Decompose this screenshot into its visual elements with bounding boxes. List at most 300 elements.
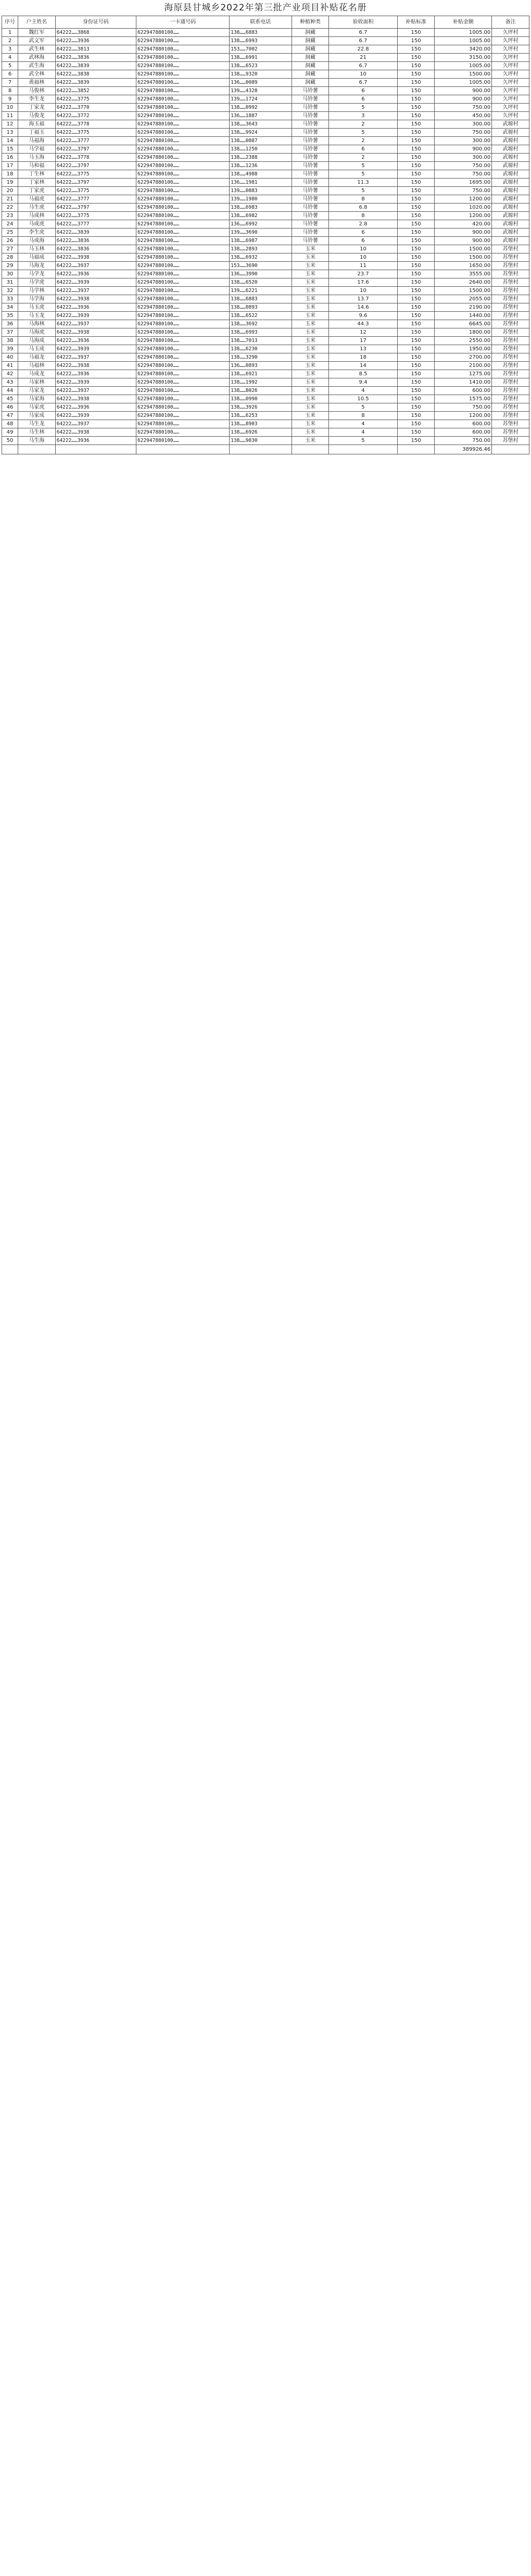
table-cell: 622947880100…… bbox=[136, 70, 230, 79]
table-cell: 622947880100…… bbox=[136, 137, 230, 145]
table-cell: 2550.00 bbox=[435, 337, 492, 345]
table-cell: 900.00 bbox=[435, 229, 492, 237]
table-cell: 138……3290 bbox=[230, 353, 292, 362]
table-cell bbox=[492, 445, 529, 454]
table-cell: 64222……3778 bbox=[55, 154, 136, 162]
table-cell: 洞藏 bbox=[292, 45, 329, 54]
table-cell: 5 bbox=[329, 129, 397, 137]
table-cell: 马成龙 bbox=[18, 370, 56, 378]
table-cell: 14.6 bbox=[329, 303, 397, 312]
table-cell: 李生龙 bbox=[18, 95, 56, 104]
table-cell: 622947880100…… bbox=[136, 187, 230, 195]
table-cell: 150 bbox=[397, 420, 435, 428]
table-cell: 64222……3936 bbox=[55, 437, 136, 445]
table-cell: 马海龙 bbox=[18, 262, 56, 270]
table-row bbox=[2, 312, 529, 320]
table-row bbox=[2, 353, 529, 362]
table-cell: 150 bbox=[397, 378, 435, 387]
table-cell: 6 bbox=[329, 229, 397, 237]
table-cell: 64222……3938 bbox=[55, 253, 136, 262]
table-cell: 武全林 bbox=[18, 70, 56, 79]
table-cell: 武塬村 bbox=[492, 120, 529, 129]
table-cell: 150 bbox=[397, 54, 435, 62]
table-cell: 44 bbox=[2, 387, 18, 395]
table-cell: 8 bbox=[2, 87, 18, 95]
table-cell: 武塬村 bbox=[492, 179, 529, 187]
table-cell: 150 bbox=[397, 145, 435, 154]
table-cell: 64222……3936 bbox=[55, 37, 136, 45]
table-cell: 150 bbox=[397, 262, 435, 270]
table-cell: 2100.00 bbox=[435, 362, 492, 370]
table-cell: 苏堡村 bbox=[492, 362, 529, 370]
table-cell: 150 bbox=[397, 337, 435, 345]
table-cell: 10.5 bbox=[329, 395, 397, 403]
table-cell: 622947880100…… bbox=[136, 312, 230, 320]
table-cell: 150 bbox=[397, 312, 435, 320]
table-cell: 622947880100…… bbox=[136, 362, 230, 370]
column-header: 联系电话 bbox=[230, 16, 292, 29]
table-cell: 17 bbox=[2, 162, 18, 170]
table-cell: 8.5 bbox=[329, 370, 397, 378]
table-cell: 玉米 bbox=[292, 403, 329, 412]
table-cell: 64222……3775 bbox=[55, 212, 136, 220]
table-cell: 136……0893 bbox=[230, 362, 292, 370]
table-cell: 玉米 bbox=[292, 320, 329, 328]
table-cell: 622947880100…… bbox=[136, 54, 230, 62]
table-cell: 武塬村 bbox=[492, 195, 529, 204]
table-cell: 2 bbox=[2, 37, 18, 45]
table-cell: 武塬村 bbox=[492, 229, 529, 237]
table-cell: 64222……3852 bbox=[55, 87, 136, 95]
table-cell: 马成林 bbox=[18, 212, 56, 220]
table-cell: 2640.00 bbox=[435, 278, 492, 287]
table-cell: 136……1981 bbox=[230, 179, 292, 187]
table-cell: 622947880100…… bbox=[136, 162, 230, 170]
table-cell: 6 bbox=[329, 145, 397, 154]
table-cell: 600.00 bbox=[435, 420, 492, 428]
table-cell: 64222……3839 bbox=[55, 79, 136, 87]
table-cell: 150 bbox=[397, 179, 435, 187]
table-cell: 马铃薯 bbox=[292, 154, 329, 162]
table-cell: 2 bbox=[329, 154, 397, 162]
table-cell: 1410.00 bbox=[435, 378, 492, 387]
total-row bbox=[2, 445, 529, 454]
table-cell: 64222……3838 bbox=[55, 70, 136, 79]
table-cell: 138……6520 bbox=[230, 278, 292, 287]
table-cell: 64222……3868 bbox=[55, 29, 136, 37]
column-header: 补贴标准 bbox=[397, 16, 435, 29]
table-cell: 150 bbox=[397, 237, 435, 245]
table-cell: 64222……3797 bbox=[55, 179, 136, 187]
table-row bbox=[2, 162, 529, 170]
table-cell: 马家海 bbox=[18, 395, 56, 403]
table-cell: 622947880100…… bbox=[136, 120, 230, 129]
table-cell: 34 bbox=[2, 303, 18, 312]
table-cell: 10 bbox=[329, 245, 397, 253]
table-cell: 300.00 bbox=[435, 137, 492, 145]
table-row bbox=[2, 270, 529, 278]
table-cell: 138……7013 bbox=[230, 337, 292, 345]
table-cell: 622947880100…… bbox=[136, 195, 230, 204]
table-cell: 久坪村 bbox=[492, 62, 529, 70]
table-cell: 马福成 bbox=[18, 253, 56, 262]
table-cell: 9.6 bbox=[329, 312, 397, 320]
table-cell: 1005.00 bbox=[435, 29, 492, 37]
table-cell: 64222……3936 bbox=[55, 337, 136, 345]
table-cell bbox=[397, 445, 435, 454]
table-cell: 44.3 bbox=[329, 320, 397, 328]
header-row bbox=[2, 16, 529, 29]
table-cell: 150 bbox=[397, 353, 435, 362]
table-cell: 136……6992 bbox=[230, 220, 292, 229]
table-cell: 64222……3938 bbox=[55, 328, 136, 337]
table-row bbox=[2, 403, 529, 412]
table-cell: 1500.00 bbox=[435, 70, 492, 79]
table-cell: 5 bbox=[329, 403, 397, 412]
table-cell: 武塬村 bbox=[492, 154, 529, 162]
table-cell: 139……1980 bbox=[230, 195, 292, 204]
table-cell: 1200.00 bbox=[435, 212, 492, 220]
subsidy-table bbox=[2, 16, 529, 454]
table-cell: 马俊龙 bbox=[18, 112, 56, 120]
table-row bbox=[2, 129, 529, 137]
table-cell: 马生龙 bbox=[18, 420, 56, 428]
table-cell: 150 bbox=[397, 229, 435, 237]
table-cell: 3555.00 bbox=[435, 270, 492, 278]
table-row bbox=[2, 95, 529, 104]
table-cell: 31 bbox=[2, 278, 18, 287]
table-cell: 6 bbox=[329, 87, 397, 95]
table-cell: 12 bbox=[329, 328, 397, 337]
table-cell: 久坪村 bbox=[492, 112, 529, 120]
table-cell: 丁生林 bbox=[18, 170, 56, 179]
table-cell: 15 bbox=[2, 145, 18, 154]
table-cell: 29 bbox=[2, 262, 18, 270]
table-cell: 49 bbox=[2, 428, 18, 437]
table-cell: 47 bbox=[2, 412, 18, 420]
table-cell: 苏堡村 bbox=[492, 278, 529, 287]
table-cell: 150 bbox=[397, 245, 435, 253]
table-cell: 138……6932 bbox=[230, 253, 292, 262]
table-cell: 22.8 bbox=[329, 45, 397, 54]
table-cell: 64222……3797 bbox=[55, 145, 136, 154]
table-cell: 8 bbox=[329, 195, 397, 204]
table-cell: 2.8 bbox=[329, 220, 397, 229]
table-cell: 64222……3775 bbox=[55, 95, 136, 104]
table-cell: 黄福林 bbox=[18, 79, 56, 87]
table-cell: 4 bbox=[329, 428, 397, 437]
table-cell: 玉米 bbox=[292, 378, 329, 387]
table-cell: 洞藏 bbox=[292, 62, 329, 70]
table-cell: 64222……3938 bbox=[55, 395, 136, 403]
table-cell: 138……6883 bbox=[230, 295, 292, 303]
table-cell: 马生海 bbox=[18, 437, 56, 445]
table-cell: 1440.00 bbox=[435, 312, 492, 320]
table-cell: 138……6921 bbox=[230, 370, 292, 378]
table-cell: 马俊林 bbox=[18, 87, 56, 95]
table-cell: 150 bbox=[397, 212, 435, 220]
table-cell: 武生海 bbox=[18, 62, 56, 70]
table-cell: 6.8 bbox=[329, 204, 397, 212]
table-cell: 马铃薯 bbox=[292, 195, 329, 204]
table-cell: 6645.00 bbox=[435, 320, 492, 328]
table-cell: 马玉龙 bbox=[18, 312, 56, 320]
table-cell: 64222……3938 bbox=[55, 428, 136, 437]
table-cell: 750.00 bbox=[435, 437, 492, 445]
table-cell: 洞藏 bbox=[292, 29, 329, 37]
table-row bbox=[2, 37, 529, 45]
table-cell: 10 bbox=[2, 104, 18, 112]
table-cell: 3 bbox=[2, 45, 18, 54]
table-cell: 150 bbox=[397, 29, 435, 37]
table-cell: 622947880100…… bbox=[136, 387, 230, 395]
table-cell: 136……1887 bbox=[230, 112, 292, 120]
table-cell: 马玉成 bbox=[18, 345, 56, 353]
table-cell: 139……4328 bbox=[230, 87, 292, 95]
table-cell: 玉米 bbox=[292, 353, 329, 362]
table-cell: 马铃薯 bbox=[292, 212, 329, 220]
table-cell: 622947880100…… bbox=[136, 337, 230, 345]
table-cell: 马铃薯 bbox=[292, 170, 329, 179]
table-cell: 马和福 bbox=[18, 162, 56, 170]
table-cell: 苏堡村 bbox=[492, 370, 529, 378]
table-cell: 洞藏 bbox=[292, 79, 329, 87]
table-cell: 马铃薯 bbox=[292, 229, 329, 237]
table-cell: 139……1724 bbox=[230, 95, 292, 104]
table-cell: 150 bbox=[397, 162, 435, 170]
table-cell: 64222……3938 bbox=[55, 362, 136, 370]
table-cell: 38 bbox=[2, 337, 18, 345]
table-cell: 玉米 bbox=[292, 428, 329, 437]
table-cell: 24 bbox=[2, 220, 18, 229]
table-cell: 600.00 bbox=[435, 387, 492, 395]
table-cell: 138……6883 bbox=[230, 29, 292, 37]
table-row bbox=[2, 437, 529, 445]
table-cell: 64222……3937 bbox=[55, 287, 136, 295]
table-cell: 13.7 bbox=[329, 295, 397, 303]
table-cell: 马福林 bbox=[18, 362, 56, 370]
table-cell: 11.3 bbox=[329, 179, 397, 187]
table-cell: 洞藏 bbox=[292, 54, 329, 62]
table-cell: 138……9830 bbox=[230, 437, 292, 445]
table-cell: 622947880100…… bbox=[136, 112, 230, 120]
table-cell: 450.00 bbox=[435, 112, 492, 120]
table-cell: 64222……3775 bbox=[55, 187, 136, 195]
table-row bbox=[2, 420, 529, 428]
table-cell: 6.7 bbox=[329, 37, 397, 45]
table-cell: 139……0883 bbox=[230, 187, 292, 195]
table-row bbox=[2, 253, 529, 262]
table-cell: 马铃薯 bbox=[292, 95, 329, 104]
table-cell: 64222……3937 bbox=[55, 420, 136, 428]
table-cell: 5 bbox=[329, 437, 397, 445]
table-cell: 900.00 bbox=[435, 87, 492, 95]
table-cell: 64222……3937 bbox=[55, 353, 136, 362]
table-cell: 64222……3777 bbox=[55, 195, 136, 204]
table-cell: 64222……3937 bbox=[55, 387, 136, 395]
table-cell: 武塬村 bbox=[492, 162, 529, 170]
table-row bbox=[2, 287, 529, 295]
table-cell: 马铃薯 bbox=[292, 112, 329, 120]
table-row bbox=[2, 187, 529, 195]
table-cell: 1500.00 bbox=[435, 253, 492, 262]
table-cell: 久坪村 bbox=[492, 54, 529, 62]
table-cell: 2055.00 bbox=[435, 295, 492, 303]
table-cell: 19 bbox=[2, 179, 18, 187]
table-cell: 丁福玉 bbox=[18, 129, 56, 137]
column-header: 种植种类 bbox=[292, 16, 329, 29]
table-cell: 900.00 bbox=[435, 145, 492, 154]
table-cell: 750.00 bbox=[435, 162, 492, 170]
table-cell: 64222……3939 bbox=[55, 412, 136, 420]
table-cell: 622947880100…… bbox=[136, 262, 230, 270]
table-cell bbox=[329, 445, 397, 454]
table-cell: 64222……3813 bbox=[55, 45, 136, 54]
table-cell: 苏堡村 bbox=[492, 287, 529, 295]
table-row bbox=[2, 70, 529, 79]
table-cell: 139……3690 bbox=[230, 229, 292, 237]
table-cell: 18 bbox=[329, 353, 397, 362]
table-cell: 久坪村 bbox=[492, 70, 529, 79]
table-cell: 久坪村 bbox=[492, 29, 529, 37]
table-cell: 150 bbox=[397, 195, 435, 204]
table-row bbox=[2, 337, 529, 345]
table-cell: 马海成 bbox=[18, 337, 56, 345]
table-cell: 17 bbox=[329, 337, 397, 345]
table-cell: 138……0992 bbox=[230, 104, 292, 112]
table-cell: 150 bbox=[397, 220, 435, 229]
table-cell: 马生林 bbox=[18, 428, 56, 437]
table-row bbox=[2, 79, 529, 87]
table-cell: 1005.00 bbox=[435, 62, 492, 70]
table-cell: 6 bbox=[329, 237, 397, 245]
table-cell bbox=[136, 445, 230, 454]
table-cell: 苏堡村 bbox=[492, 387, 529, 395]
table-cell: 750.00 bbox=[435, 403, 492, 412]
table-cell bbox=[292, 445, 329, 454]
table-cell: 150 bbox=[397, 187, 435, 195]
table-cell: 64222……3839 bbox=[55, 229, 136, 237]
table-cell: 久坪村 bbox=[492, 104, 529, 112]
table-cell: 622947880100…… bbox=[136, 37, 230, 45]
table-cell: 10 bbox=[329, 287, 397, 295]
table-cell: 42 bbox=[2, 370, 18, 378]
table-cell: 马玉海 bbox=[18, 154, 56, 162]
table-cell: 64222……3770 bbox=[55, 104, 136, 112]
table-cell: 苏堡村 bbox=[492, 262, 529, 270]
table-row bbox=[2, 179, 529, 187]
table-cell: 64222……3936 bbox=[55, 403, 136, 412]
table-cell: 138……0990 bbox=[230, 395, 292, 403]
table-cell: 622947880100…… bbox=[136, 204, 230, 212]
table-cell: 3 bbox=[329, 112, 397, 120]
table-cell: 3420.00 bbox=[435, 45, 492, 54]
table-cell: 苏堡村 bbox=[492, 303, 529, 312]
table-cell: 138……6982 bbox=[230, 212, 292, 220]
table-cell: 622947880100…… bbox=[136, 412, 230, 420]
table-cell: 马铃薯 bbox=[292, 162, 329, 170]
table-cell: 马学林 bbox=[18, 287, 56, 295]
table-cell: 138……6987 bbox=[230, 237, 292, 245]
table-cell: 14 bbox=[329, 362, 397, 370]
table-cell: 139……6221 bbox=[230, 287, 292, 295]
table-cell: 玉米 bbox=[292, 420, 329, 428]
table-cell: 138……9320 bbox=[230, 70, 292, 79]
table-cell: 622947880100…… bbox=[136, 395, 230, 403]
table-cell: 武塬村 bbox=[492, 129, 529, 137]
table-cell: 48 bbox=[2, 420, 18, 428]
table-cell: 苏堡村 bbox=[492, 403, 529, 412]
table-cell: 2190.00 bbox=[435, 303, 492, 312]
table-cell: 玉米 bbox=[292, 270, 329, 278]
table-cell bbox=[55, 445, 136, 454]
table-cell: 苏堡村 bbox=[492, 295, 529, 303]
table-cell: 久坪村 bbox=[492, 79, 529, 87]
table-cell: 武塬村 bbox=[492, 237, 529, 245]
table-cell: 41 bbox=[2, 362, 18, 370]
table-cell: 马学福 bbox=[18, 145, 56, 154]
table-cell: 武塬村 bbox=[492, 204, 529, 212]
table-cell: 9 bbox=[2, 95, 18, 104]
table-cell: 64222……3777 bbox=[55, 137, 136, 145]
table-cell: 150 bbox=[397, 170, 435, 179]
column-header: 序号 bbox=[2, 16, 18, 29]
table-cell: 622947880100…… bbox=[136, 428, 230, 437]
table-row bbox=[2, 345, 529, 353]
table-cell: 玉米 bbox=[292, 253, 329, 262]
table-cell: 150 bbox=[397, 295, 435, 303]
table-cell: 洞藏 bbox=[292, 37, 329, 45]
table-cell: 13 bbox=[329, 345, 397, 353]
table-cell: 马福龙 bbox=[18, 353, 56, 362]
table-cell: 622947880100…… bbox=[136, 145, 230, 154]
table-row bbox=[2, 204, 529, 212]
table-cell: 136……3990 bbox=[230, 270, 292, 278]
table-cell: 622947880100…… bbox=[136, 370, 230, 378]
table-cell: 622947880100…… bbox=[136, 212, 230, 220]
table-cell: 玉米 bbox=[292, 303, 329, 312]
table-cell: 海玉福 bbox=[18, 120, 56, 129]
table-cell: 40 bbox=[2, 353, 18, 362]
table-cell: 150 bbox=[397, 79, 435, 87]
table-cell: 20 bbox=[2, 187, 18, 195]
column-header: 一卡通号码 bbox=[136, 16, 230, 29]
table-row bbox=[2, 145, 529, 154]
table-cell: 64222……3797 bbox=[55, 162, 136, 170]
table-cell: 23 bbox=[2, 212, 18, 220]
table-cell: 50 bbox=[2, 437, 18, 445]
table-cell: 150 bbox=[397, 278, 435, 287]
table-cell: 622947880100…… bbox=[136, 179, 230, 187]
table-cell: 10 bbox=[329, 253, 397, 262]
table-cell: 622947880100…… bbox=[136, 320, 230, 328]
table-cell: 64222……3937 bbox=[55, 320, 136, 328]
table-cell: 魏红军 bbox=[18, 29, 56, 37]
table-cell: 32 bbox=[2, 287, 18, 295]
table-cell: 4 bbox=[329, 387, 397, 395]
column-header: 身份证号码 bbox=[55, 16, 136, 29]
table-cell: 苏堡村 bbox=[492, 253, 529, 262]
table-cell: 玉米 bbox=[292, 295, 329, 303]
table-row bbox=[2, 262, 529, 270]
table-cell: 10 bbox=[329, 70, 397, 79]
table-cell: 1500.00 bbox=[435, 287, 492, 295]
table-cell: 苏堡村 bbox=[492, 437, 529, 445]
table-cell: 玉米 bbox=[292, 412, 329, 420]
table-cell: 64222……3778 bbox=[55, 120, 136, 129]
table-cell: 138……9924 bbox=[230, 129, 292, 137]
table-cell: 玉米 bbox=[292, 262, 329, 270]
